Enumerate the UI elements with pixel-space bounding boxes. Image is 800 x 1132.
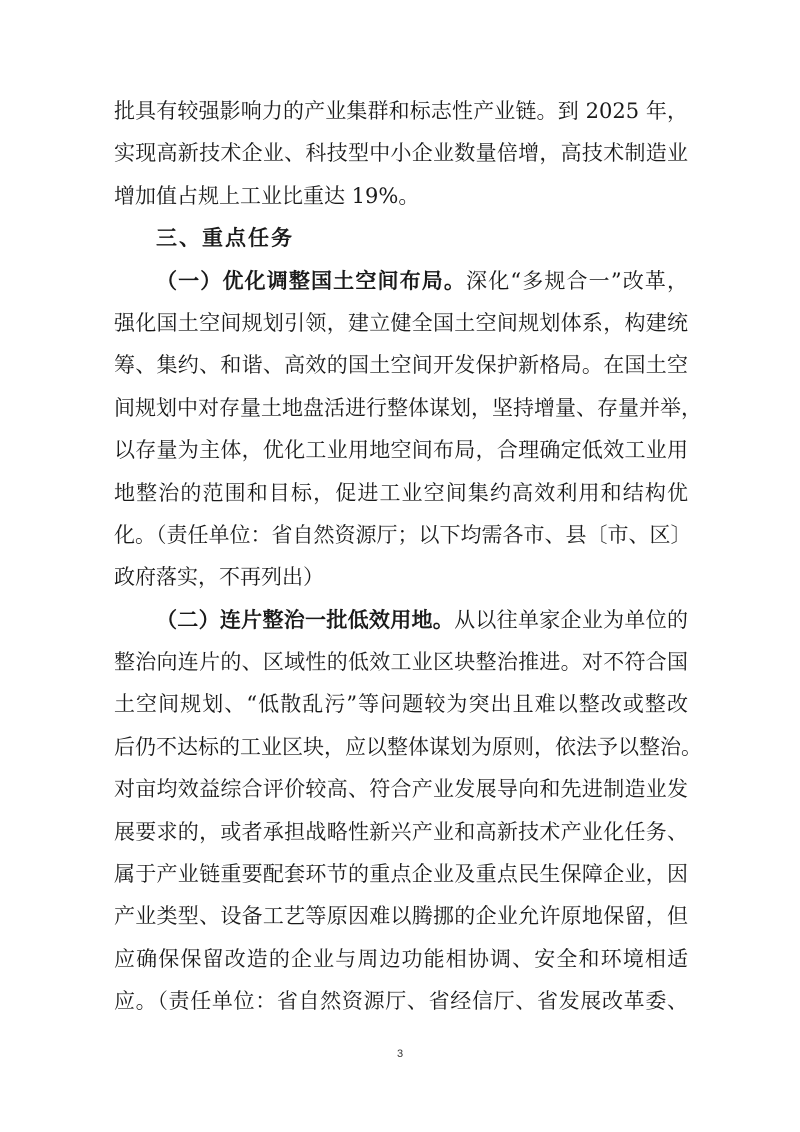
- body-line: 展要求的，或者承担战略性新兴产业和高新技术产业化任务、: [114, 819, 688, 844]
- document-body: [114, 90, 702, 1023]
- body-line: 地整治的范围和目标，促进工业空间集约高效利用和结构优: [114, 480, 688, 505]
- body-line: 整治向连片的、区域性的低效工业区块整治推进。对不符合国: [114, 650, 688, 675]
- body-line: 政府落实，不再列出）: [114, 565, 324, 590]
- body-line: 强化国土空间规划引领，建立健全国土空间规划体系，构建统: [114, 310, 688, 335]
- body-text: 从以往单家企业为单位的: [454, 607, 689, 632]
- body-line: 属于产业链重要配套环节的重点企业及重点民生保障企业，因: [114, 862, 688, 887]
- body-line: 对亩均效益综合评价较高、符合产业发展导向和先进制造业发: [114, 777, 688, 802]
- body-line: 后仍不达标的工业区块，应以整体谋划为原则，依法予以整治。: [114, 734, 702, 759]
- section-heading: 三、重点任务: [156, 225, 294, 251]
- body-line: 化。（责任单位：省自然资源厅；以下均需各市、县〔市、区〕: [114, 522, 692, 547]
- body-line: 应确保保留改造的企业与周边功能相协调、安全和环境相适: [114, 946, 688, 971]
- body-text: 深化“多规合一”改革，: [466, 268, 688, 293]
- body-line: 间规划中对存量土地盘活进行整体谋划，坚持增量、存量并举，: [114, 395, 702, 420]
- body-line: 应。（责任单位：省自然资源厅、省经信厅、省发展改革委、: [114, 989, 688, 1014]
- body-line: 产业类型、设备工艺等原因难以腾挪的企业允许原地保留，但: [114, 904, 688, 929]
- page-number: 3: [396, 1048, 404, 1060]
- body-line: 以存量为主体，优化工业用地空间布局，合理确定低效工业用: [114, 438, 688, 463]
- body-line: 实现高新技术企业、科技型中小企业数量倍增，高技术制造业: [114, 141, 688, 166]
- body-line: 批具有较强影响力的产业集群和标志性产业链。到 2025 年，: [114, 99, 688, 123]
- body-line: 筹、集约、和谐、高效的国土空间开发保护新格局。在国土空: [114, 353, 688, 378]
- subsection-first-line: [114, 599, 688, 641]
- subsection-title: （一）优化调整国土空间布局。: [156, 267, 467, 293]
- body-line: 增加值占规上工业比重达 19%。: [114, 183, 420, 208]
- body-line: 土空间规划、“低散乱污”等问题较为突出且难以整改或整改: [114, 692, 688, 717]
- subsection-title: （二）连片整治一批低效用地。: [156, 606, 455, 632]
- subsection-first-line: [114, 260, 688, 302]
